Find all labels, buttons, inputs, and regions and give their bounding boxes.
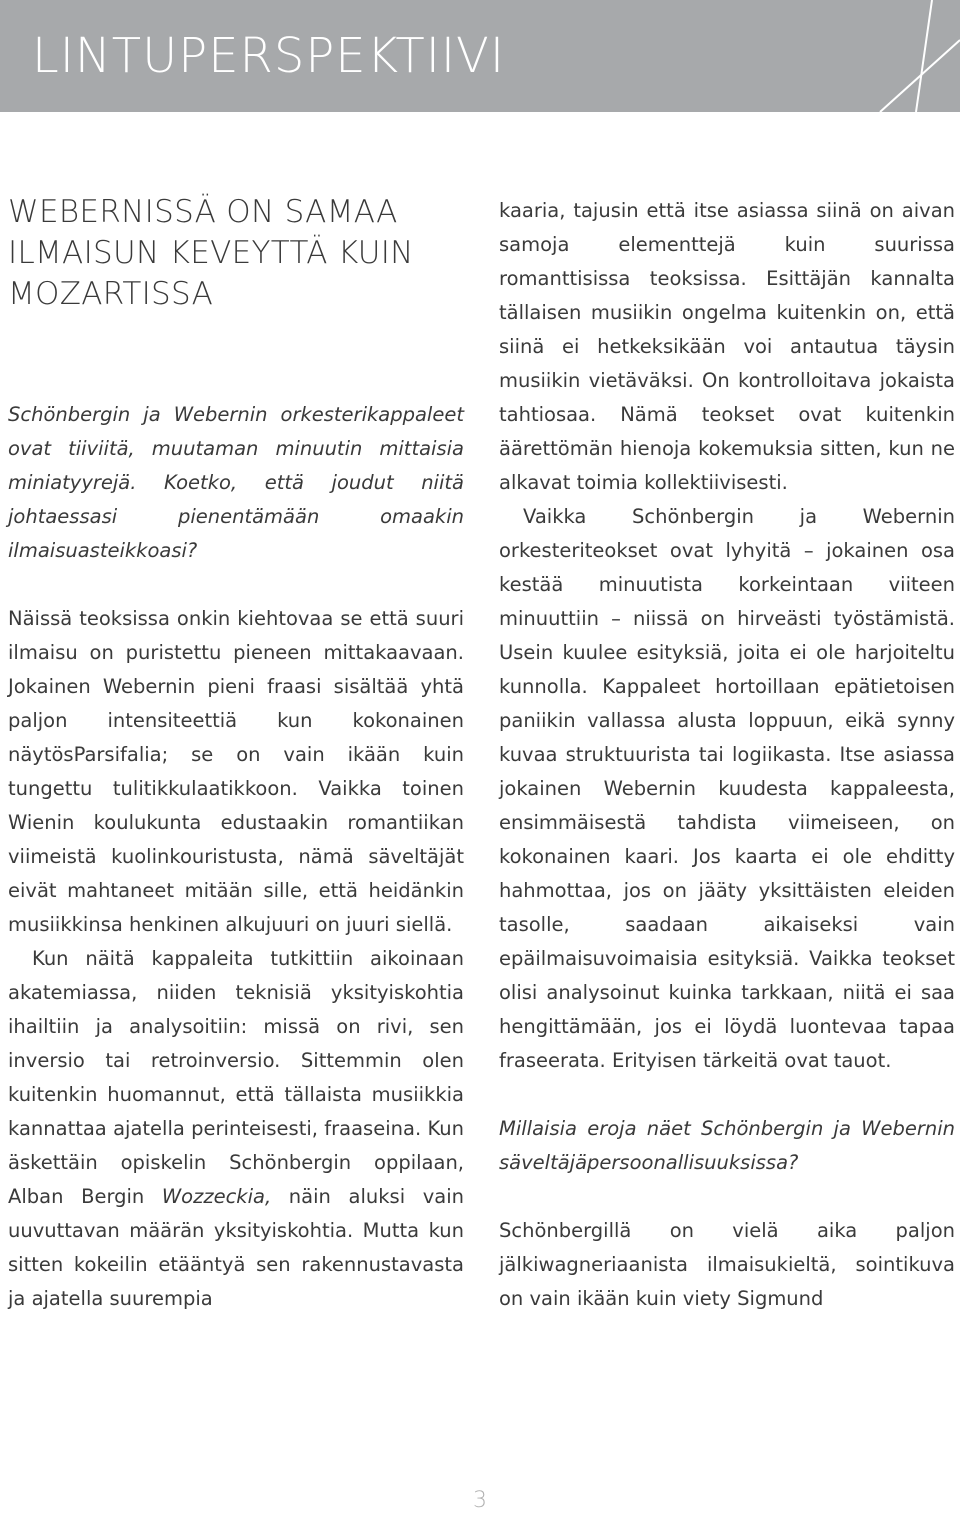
- decorative-diagonal-lines: [820, 0, 960, 112]
- section-banner: [0, 0, 960, 112]
- answer-paragraph: [8, 942, 464, 1316]
- interview-question: Schönbergin ja Webernin orkesterikappaleet ovat tiiviitä, muutaman minuutin mittaisia miniatyyrejä. Koetko, että joudut niitä johtaessasi pienentämään omaakin ilmaisuasteikkoasi?: [8, 403, 464, 562]
- section-title: LINTUPERSPEKTIIVI: [32, 28, 505, 84]
- article-headline: WEBERNISSÄ ON SAMAA ILMAISUN KEVEYTTÄ KUIN MOZARTISSA: [8, 194, 414, 312]
- left-column: [8, 398, 464, 1316]
- answer-paragraph: Vaikka Schönbergin ja Webernin orkesteriteokset ovat lyhyitä – jokainen osa kestää minuutista korkeintaan viiteen minuuttiin – niissä on hirveästi työstämistä. Usein kuulee esityksiä, joita ei ole harjoiteltu kunnolla. Kappaleet hortoillaan epätietoisen paniikin vallassa alusta loppuun, eikä synny kuvaa struktuurista tai logiikasta. Itse asiassa jokainen Webernin kuudesta kappaleesta, ensimmäisestä tahdista viimeiseen, on kokonainen kaari. Jos kaarta ei ole ehditty hahmottaa, jos on jääty yksittäisten eleiden tasolle, saadaan aikaiseksi vain epäilmaisuvoimaisia esityksiä. Vaikka teokset olisi analysoinut kuinka tarkkaan, niitä ei saa hengittämään, jos ei löydä luontevaa tapaa fraseerata. Erityisen tärkeitä ovat tauot.: [499, 505, 955, 1072]
- work-title: Wozzeckia,: [161, 1185, 272, 1208]
- answer-text: Kun näitä kappaleita tutkittiin aikoinaan akatemiassa, niiden teknisiä yksityiskohtia ihailtiin ja analysoitiin: missä on rivi, sen inversio tai retroinversio. Sittemmin olen kuitenkin huomannut, että tällaista musiikkia kannattaa ajatella perinteisesti, fraaseina. Kun äskettäin opiskelin Schönbergin oppilaan, Alban Bergin: [8, 947, 464, 1208]
- answer-text: näin aluksi vain uuvuttavan määrän yksityiskohtia. Mutta kun sitten kokeilin etääntyä sen rakennustavasta ja ajatella suurempia: [8, 1185, 464, 1310]
- interview-question: Millaisia eroja näet Schönbergin ja Webernin säveltäjäpersoonallisuuksissa?: [499, 1117, 955, 1174]
- page-number: 3: [473, 1488, 487, 1513]
- answer-paragraph: Näissä teoksissa onkin kiehtovaa se että suuri ilmaisu on puristettu pieneen mittakaavaan. Jokainen Webernin pieni fraasi sisältää yhtä paljon intensiteettiä kun kokonainen näytösParsifalia; se on vain ikään kuin tungettu tulitikkulaatikkoon. Vaikka toinen Wienin koulukunta edustaakin romantiikan viimeistä kuolinkouristusta, nämä säveltäjät eivät mahtaneet mitään sille, että heidänkin musiikkinsa henkinen alkujuuri on juuri siellä.: [8, 607, 464, 936]
- answer-paragraph: kaaria, tajusin että itse asiassa siinä on aivan samoja elementtejä kuin suurissa romanttisissa teoksissa. Esittäjän kannalta tällaisen musiikin ongelma kuitenkin on, että siinä ei hetkeksikään voi antautua täysin musiikin vietäväksi. On kontrolloitava jokaista tahtiosaa. Nämä teokset ovat kuitenkin äärettömän hienoja kokemuksia sitten, kun ne alkavat toimia kollektiivisesti.: [499, 199, 955, 494]
- answer-paragraph: Schönbergillä on vielä aika paljon jälkiwagneriaanista ilmaisukieltä, sointikuva on vain ikään kuin viety Sigmund: [499, 1219, 955, 1310]
- right-column: [499, 194, 955, 1316]
